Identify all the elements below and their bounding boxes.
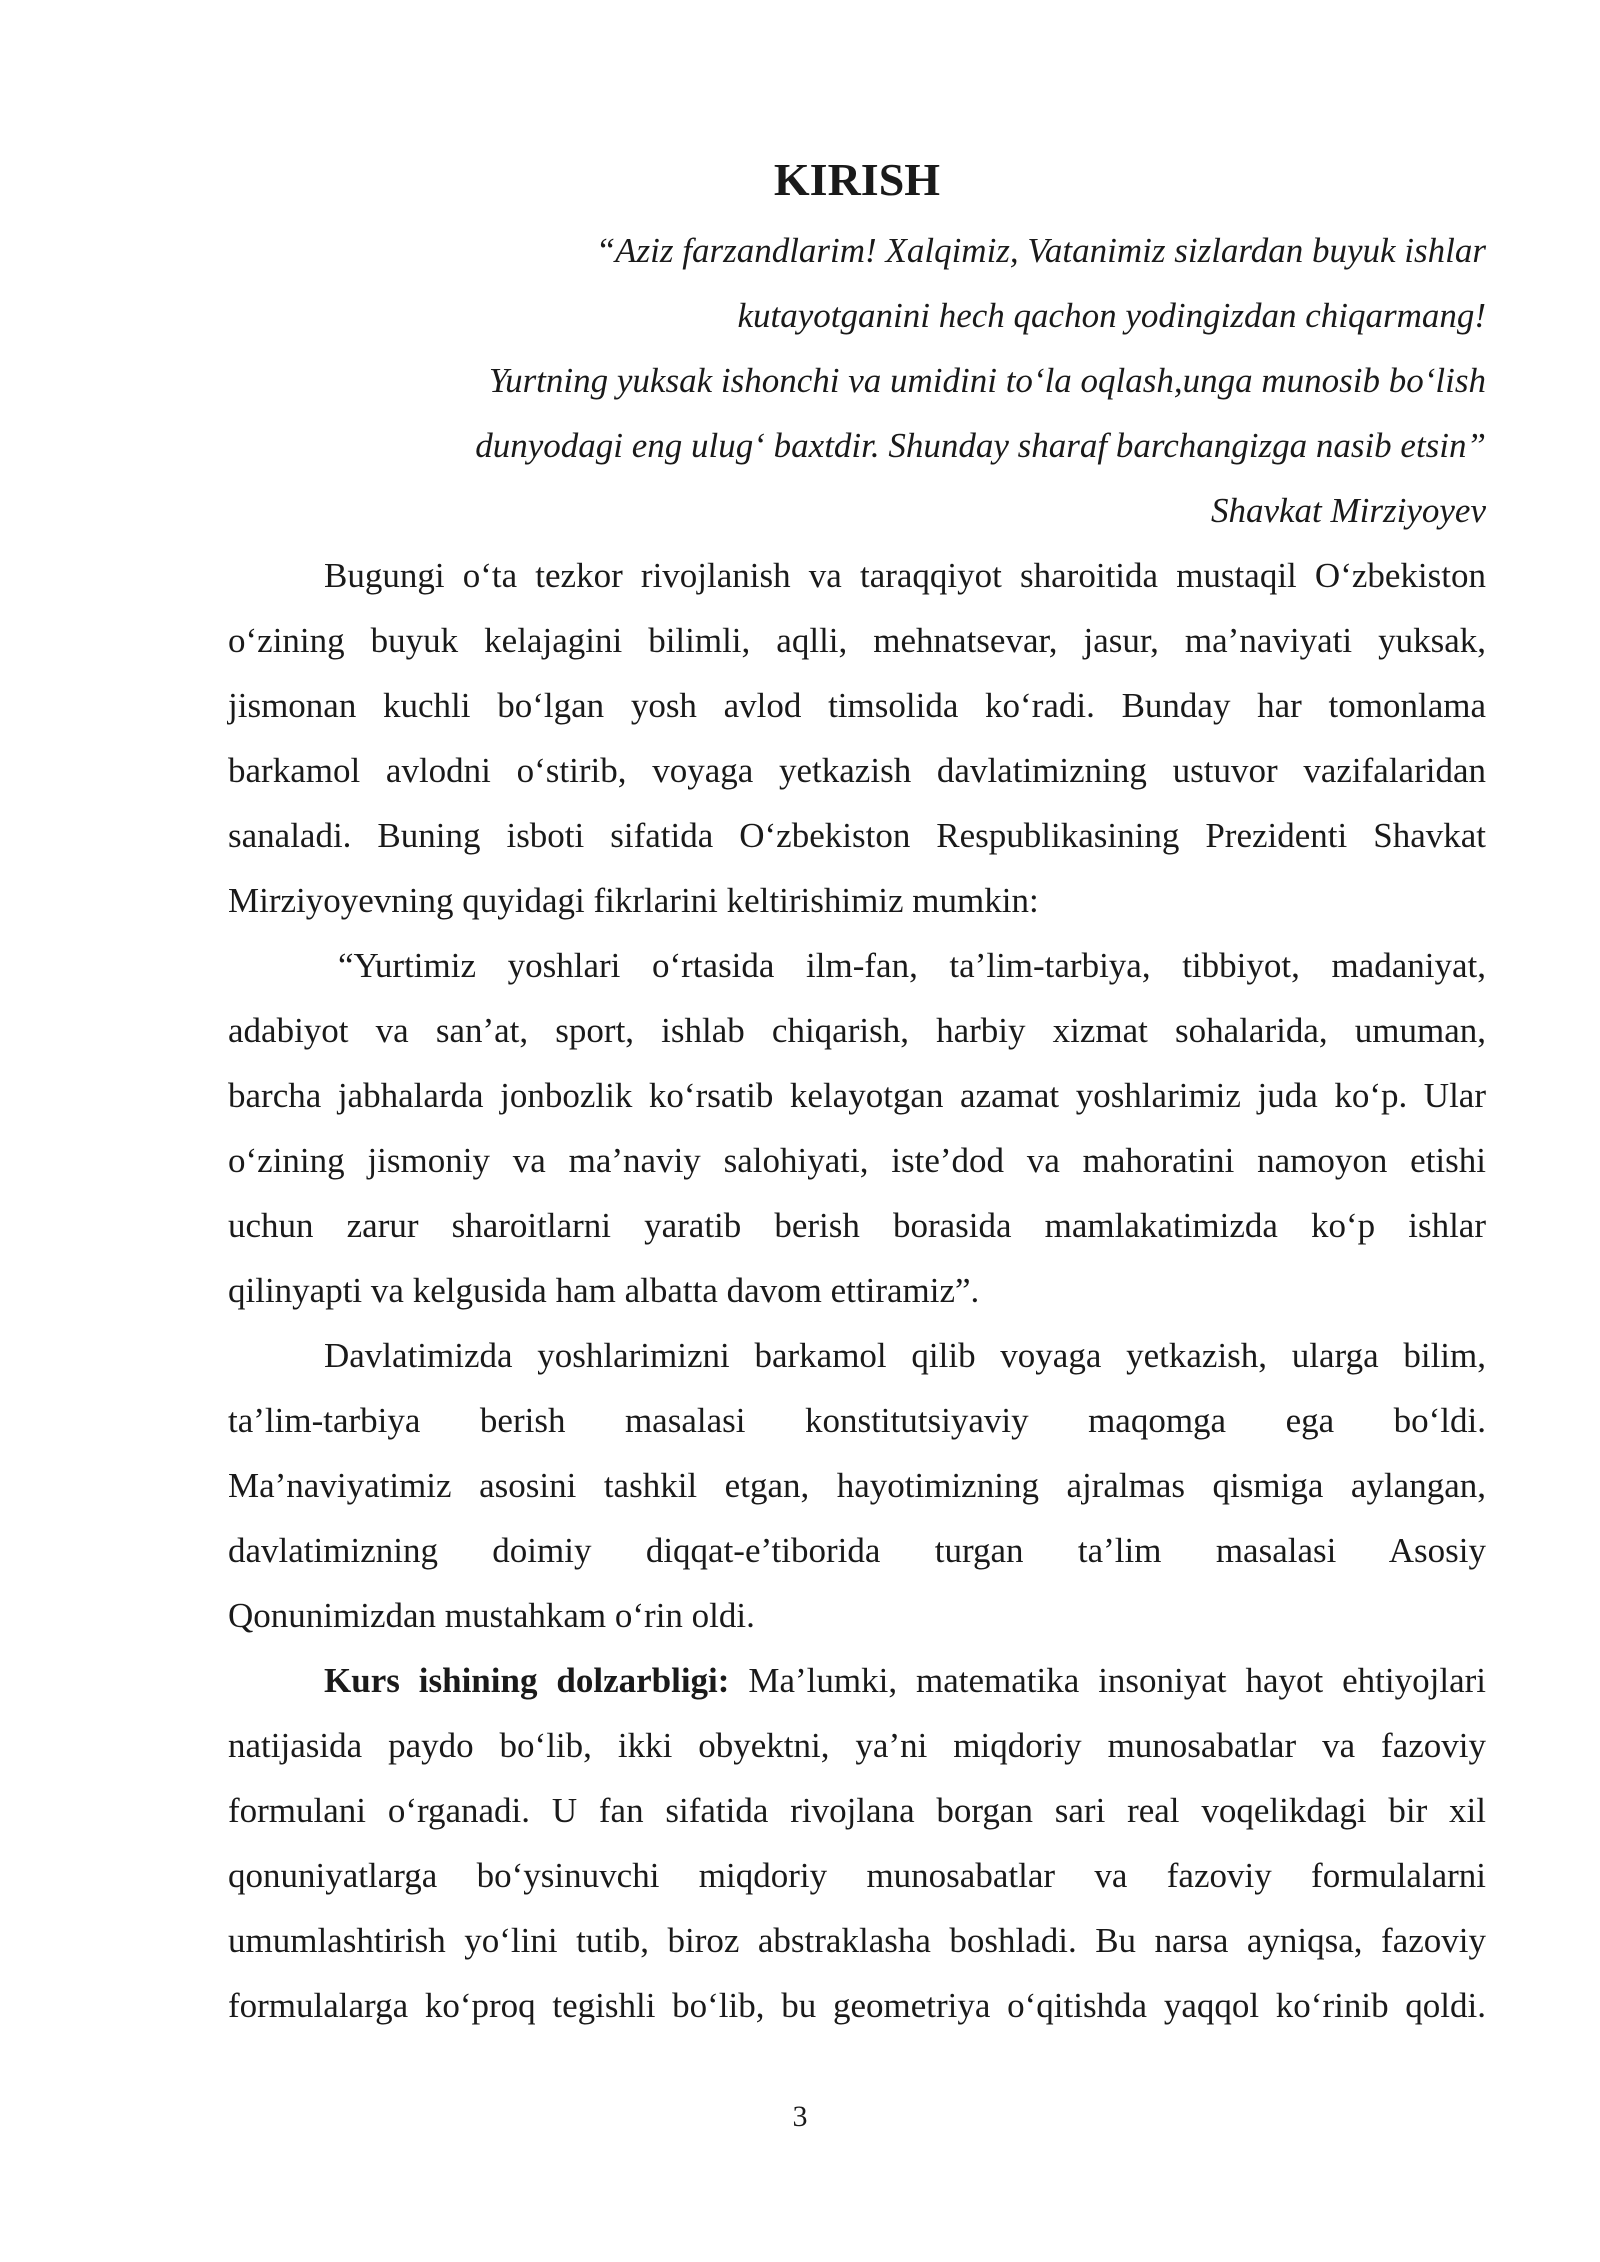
page-number: 3 [792,2100,808,2133]
text-line: umumlashtirish yo‘lini tutib, biroz abstraklasha boshladi. Bu narsa ayniqsa, fazoviy [228,1921,1486,1960]
text-line: adabiyot va san’at, sport, ishlab chiqarish, harbiy xizmat sohalarida, umuman, [228,1011,1486,1050]
relevance-heading: Kurs ishining dolzarbligi: [324,1661,730,1700]
text-line: uchun zarur sharoitlarni yaratib berish borasida mamlakatimizda ko‘p ishlar [228,1206,1486,1245]
relevance-lead-text: Ma’lumki, matematika insoniyat hayot ehtiyojlari [729,1661,1486,1700]
text-line: qilinyapti va kelgusida ham albatta davom ettiramiz”. [228,1271,980,1310]
epigraph-line: kutayotganini hech qachon yodingizdan chiqarmang! [737,296,1486,335]
text-line: Ma’naviyatimiz asosini tashkil etgan, hayotimizning ajralmas qismiga aylangan, [228,1466,1486,1505]
text-line: “Yurtimiz yoshlari o‘rtasida ilm-fan, ta’lim-tarbiya, tibbiyot, madaniyat, [338,946,1486,985]
text-line: Mirziyoyevning quyidagi fikrlarini keltirishimiz mumkin: [228,881,1039,920]
text-line: formulalarga ko‘proq tegishli bo‘lib, bu geometriya o‘qitishda yaqqol ko‘rinib qoldi. [228,1986,1486,2025]
text-line: natijasida paydo bo‘lib, ikki obyektni, ya’ni miqdoriy munosabatlar va fazoviy [228,1726,1486,1765]
epigraph-author: Shavkat Mirziyoyev [1210,491,1486,530]
text-line [228,1648,1486,1713]
text-line: sanaladi. Buning isboti sifatida O‘zbekiston Respublikasining Prezidenti Shavkat [228,816,1486,855]
text-line: barcha jabhalarda jonbozlik ko‘rsatib kelayotgan azamat yoshlarimiz juda ko‘p. Ular [228,1076,1486,1115]
paragraph-constitution [228,1323,1486,1648]
text-line: Davlatimizda yoshlarimizni barkamol qilib voyaga yetkazish, ularga bilim, [324,1336,1486,1375]
text-line: jismonan kuchli bo‘lgan yosh avlod timsolida ko‘radi. Bunday har tomonlama [228,686,1486,725]
epigraph-line: “Aziz farzandlarim! Xalqimiz, Vatanimiz sizlardan buyuk ishlar [595,231,1486,270]
document-page [228,150,1486,2038]
page-title: KIRISH [773,154,941,205]
text-line: barkamol avlodni o‘stirib, voyaga yetkazish davlatimizning ustuvor vazifalaridan [228,751,1486,790]
text-line: Qonunimizdan mustahkam o‘rin oldi. [228,1596,755,1635]
paragraph-relevance [228,1648,1486,2038]
text-line: qonuniyatlarga bo‘ysinuvchi miqdoriy munosabatlar va fazoviy formulalarni [228,1856,1486,1895]
paragraph-president-quote [228,933,1486,1323]
text-line: davlatimizning doimiy diqqat-e’tiborida turgan ta’lim masalasi Asosiy [228,1531,1486,1570]
text-line: o‘zining buyuk kelajagini bilimli, aqlli, mehnatsevar, jasur, ma’naviyati yuksak, [228,621,1486,660]
paragraph-intro [228,543,1486,933]
text-line: ta’lim-tarbiya berish masalasi konstitutsiyaviy maqomga ega bo‘ldi. [228,1401,1486,1440]
text-line: Bugungi o‘ta tezkor rivojlanish va taraqqiyot sharoitida mustaqil O‘zbekiston [324,556,1486,595]
epigraph-quote [228,218,1486,543]
text-line: o‘zining jismoniy va ma’naviy salohiyati, iste’dod va mahoratini namoyon etishi [228,1141,1486,1180]
epigraph-line: Yurtning yuksak ishonchi va umidini to‘la oqlash,unga munosib bo‘lish [488,361,1486,400]
epigraph-line: dunyodagi eng ulug‘ baxtdir. Shunday sharaf barchangizga nasib etsin” [475,426,1486,465]
text-line: formulani o‘rganadi. U fan sifatida rivojlana borgan sari real voqelikdagi bir xil [228,1791,1486,1830]
